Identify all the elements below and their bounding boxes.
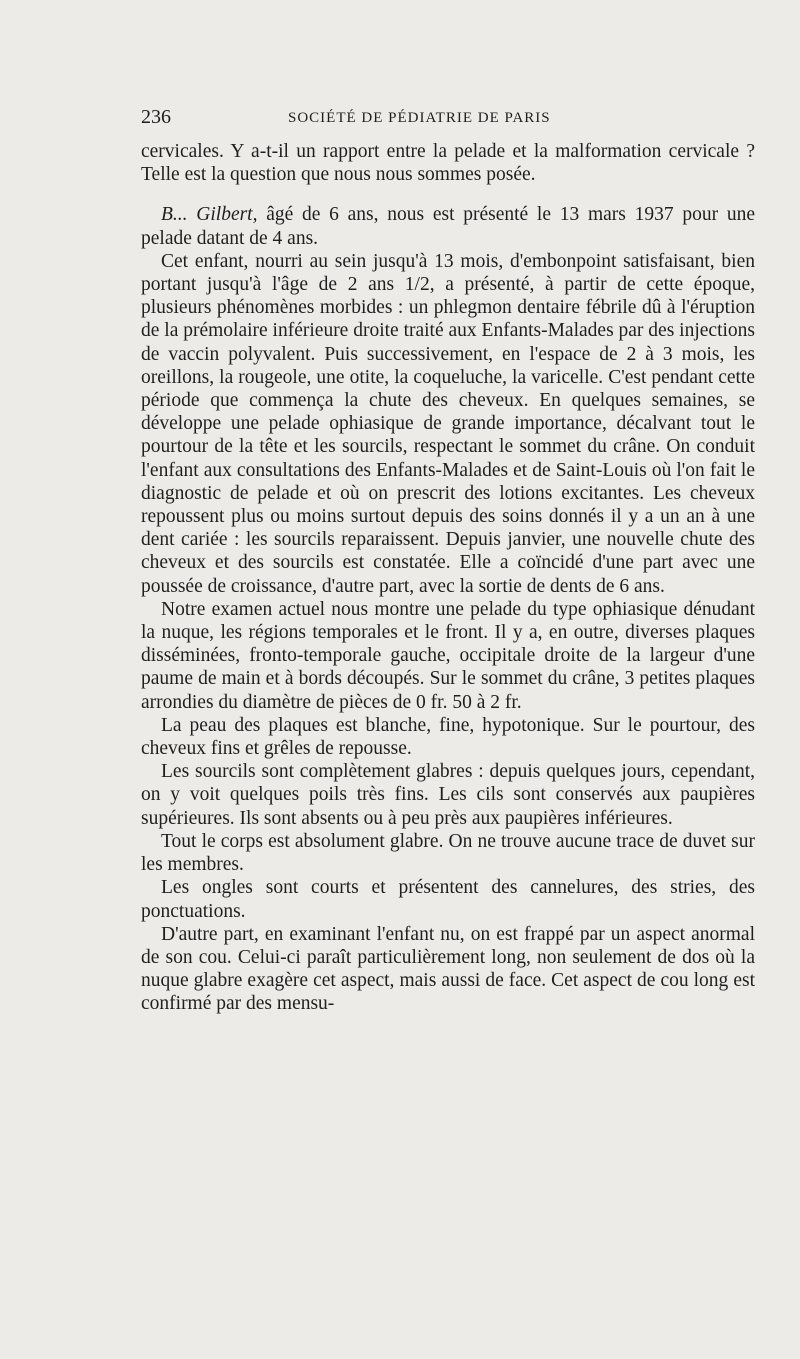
paragraph-text: Les sourcils sont complètement glabres : depuis quelques jours, cependant, on y voit quelques poils très fins. Les cils sont conservés aux paupières supérieures. Ils sont absents ou à peu près aux paupières inférieures. (141, 761, 755, 829)
paragraph-nails (141, 876, 755, 922)
paragraph-body-hair (141, 830, 755, 876)
paragraph-gap (141, 186, 755, 203)
patient-name: B... Gilbert, (161, 204, 258, 226)
page-header (141, 104, 755, 130)
paragraph-text: Les ongles sont courts et présentent des cannelures, des stries, des ponctuations. (141, 877, 755, 922)
paragraph-intro (141, 140, 755, 186)
paragraph-text: Notre examen actuel nous montre une pelade du type ophiasique dénudant la nuque, les régions temporales et le front. Il y a, en outre, diverses plaques disséminées, fronto-temporale gauche, occipitale droite de la largeur d'une paume de main et à bords découpés. Sur le sommet du crâne, 3 petites plaques arrondies du diamètre de pièces de 0 fr. 50 à 2 fr. (141, 598, 755, 713)
paragraph-patient-intro (141, 203, 755, 249)
article-body (141, 140, 755, 1016)
paragraph-text: âgé de 6 ans, nous est présenté le 13 mars 1937 pour une pelade datant de 4 ans. (141, 204, 755, 249)
paragraph-text: Cet enfant, nourri au sein jusqu'à 13 mois, d'embonpoint satisfaisant, bien portant jusqu'à l'âge de 2 ans 1/2, a présenté, à partir de cette époque, plusieurs phénomènes morbides : un phlegmon dentaire fébrile dû à l'éruption de la prémolaire inférieure droite traité aux Enfants-Malades par des injections de vaccin polyvalent. Puis successivement, en l'espace de 2 à 3 mois, les oreillons, la rougeole, une otite, la coqueluche, la varicelle. C'est pendant cette période que commença la chute des cheveux. En quelques semaines, se développe une pelade ophiasique de grande importance, décalvant tout le pourtour de la tête et les sourcils, respectant le sommet du crâne. On conduit l'enfant aux consultations des Enfants-Malades et de Saint-Louis où l'on fait le diagnostic de pelade et où on prescrit des lotions excitantes. Les cheveux repoussent plus ou moins surtout depuis des soins donnés il y a un an à une dent cariée : les sourcils reparaissent. Depuis janvier, une nouvelle chute des cheveux et des sourcils est constatée. Elle a coïncidé d'une part avec une poussée de croissance, d'autre part, avec la sortie de dents de 6 ans. (141, 250, 755, 597)
paragraph-exam (141, 598, 755, 714)
running-title: SOCIÉTÉ DE PÉDIATRIE DE PARIS (288, 110, 551, 126)
paragraph-text: La peau des plaques est blanche, fine, hypotonique. Sur le pourtour, des cheveux fins et grêles de repousse. (141, 714, 755, 760)
paragraph-text: Tout le corps est absolument glabre. On ne trouve aucune trace de duvet sur les membres. (141, 830, 755, 876)
paragraph-eyebrows (141, 760, 755, 830)
paragraph-neck (141, 923, 755, 1016)
page-number: 236 (141, 106, 171, 128)
paragraph-history (141, 250, 755, 598)
paragraph-text: cervicales. Y a-t-il un rapport entre la pelade et la malformation cervicale ? Telle est la question que nous nous sommes posée. (141, 141, 755, 186)
paragraph-skin (141, 714, 755, 760)
paragraph-text: D'autre part, en examinant l'enfant nu, on est frappé par un aspect anormal de son cou. Celui-ci paraît particulièrement long, non seulement de dos où la nuque glabre exagère cet aspect, mais aussi de face. Cet aspect de cou long est confirmé par des mensu- (141, 923, 755, 1015)
